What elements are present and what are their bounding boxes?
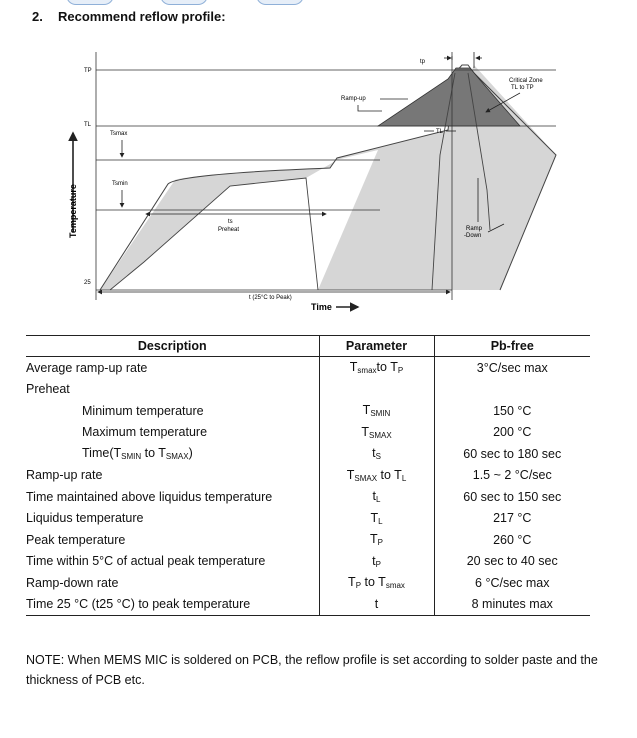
table-row [26,508,590,530]
tl-right-label: TL [436,129,444,135]
section-title: Recommend reflow profile: [58,9,226,24]
table-row [26,400,590,422]
row-description: Preheat [26,382,70,397]
row-value: 60 sec to 180 sec [434,443,590,465]
preheat-label: Preheat [218,227,240,233]
ramp-down-label-1: Ramp [466,226,483,232]
ramp-up-label: Ramp-up [341,96,366,102]
row-description: Ramp-up rate [26,468,103,483]
pbfree-header: Pb-free [434,336,590,357]
tsmin-label: Tsmin [112,181,128,187]
row-description: Minimum temperature [82,403,204,418]
table-row [26,594,590,616]
tsmax-label: Tsmax [110,131,128,137]
row-description: Ramp-down rate [26,575,119,590]
table-row [26,422,590,444]
table-row [26,443,590,465]
description-header: Description [26,336,319,357]
row-value: 60 sec to 150 sec [434,486,590,508]
reflow-spec-table [26,335,590,616]
row-parameter: $T_P$ to $T_{smax}$ [319,572,434,594]
ramp-down-label-2: -Down [464,233,482,239]
row-parameter: $t_L$ [319,486,434,508]
row-parameter: t [319,594,434,616]
table-row [26,551,590,573]
row-parameter: $T_L$ [319,508,434,530]
row-description: Peak temperature [26,532,126,547]
table-row [26,572,590,594]
row-parameter [319,379,434,401]
ts-label: ts [228,219,233,225]
row-parameter: $T_{SMIN}$ [319,400,434,422]
table-header-row [26,336,590,357]
row-value: 150 °C [434,400,590,422]
row-value: 3°C/sec max [434,357,590,379]
reflow-note: NOTE: When MEMS MIC is soldered on PCB, the reflow profile is set according to solder paste and the thickness of PCB etc. [26,653,598,687]
row-parameter: $T_P$ [319,529,434,551]
table-row [26,529,590,551]
parameter-header: Parameter [319,336,434,357]
tp-time-label: tp [420,59,426,65]
row-parameter: $t_S$ [319,443,434,465]
critical-zone-label-2: TL to TP [511,85,534,91]
t25-to-peak-label: t (25°C to Peak) [249,295,292,301]
row-value: 6 °C/sec max [434,572,590,594]
row-description: $Time(T_{SMIN}$ to $T_{SMAX}$) [82,446,193,462]
table-row [26,357,590,379]
row-value: 1.5 ~ 2 °C/sec [434,465,590,487]
row-description: Time within 5°C of actual peak temperature [26,554,266,569]
time-axis-label: Time [311,302,332,312]
section-number: 2. [32,9,43,24]
row-value: 20 sec to 40 sec [434,551,590,573]
row-value: 8 minutes max [434,594,590,616]
row-parameter: $t_P$ [319,551,434,573]
row-parameter: $T_{SMAX}$ to $T_L$ [319,465,434,487]
tl-label: TL [84,122,92,128]
t25-label: 25 [84,280,91,286]
tp-label: TP [84,68,92,74]
row-value: 260 °C [434,529,590,551]
row-description: Time maintained above liquidus temperature [26,489,273,504]
table-row [26,465,590,487]
row-value: 217 °C [434,508,590,530]
ramp-up-pointer [358,105,382,111]
row-parameter: $T_{SMAX}$ [319,422,434,444]
table-row [26,486,590,508]
row-description: Liquidus temperature [26,511,144,526]
row-parameter: $T_{smax}to$ $T_P$ [319,357,434,379]
reflow-profile-diagram [0,0,637,330]
temperature-axis-label: Temperature [68,184,78,238]
row-value: 200 °C [434,422,590,444]
row-description: Average ramp-up rate [26,360,148,375]
row-value [434,379,590,401]
row-description: Maximum temperature [82,425,208,440]
row-description: Time 25 °C (t25 °C) to peak temperature [26,594,319,616]
critical-zone-label-1: Critical Zone [509,78,543,84]
table-row [26,379,590,401]
